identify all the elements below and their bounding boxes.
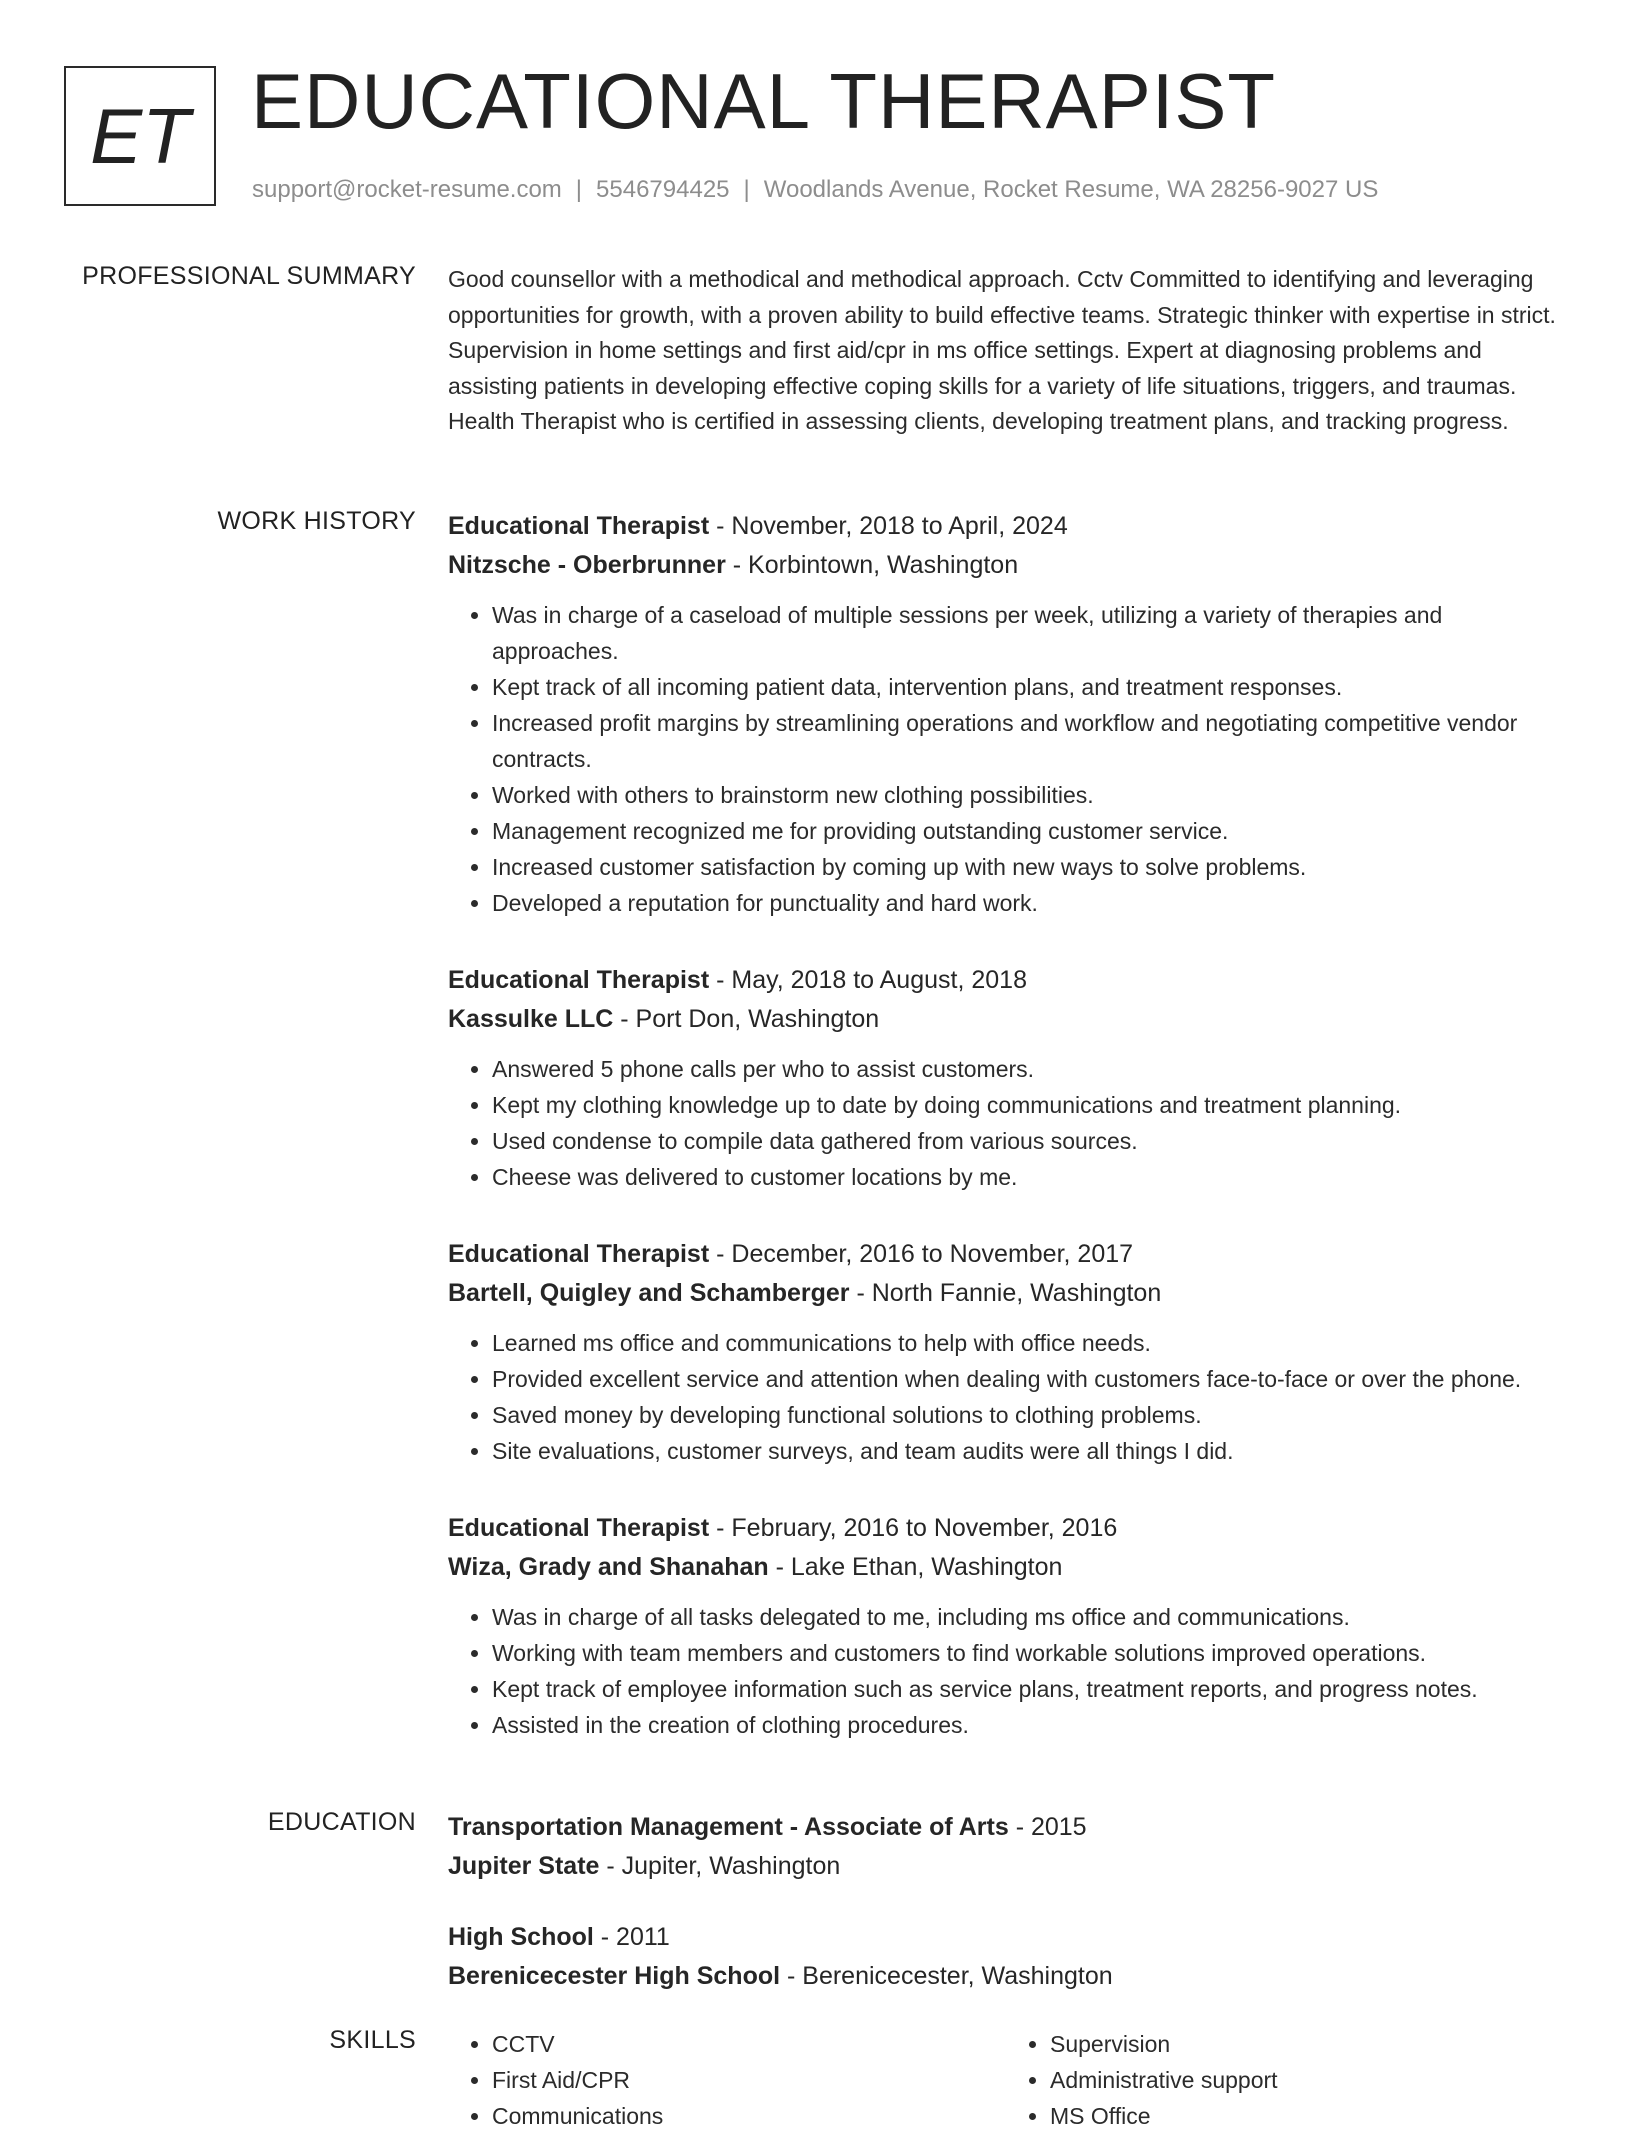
job-bullet: • Developed a reputation for punctuality and hard work. [492, 885, 1564, 921]
skill-item: • CCTV [492, 2026, 1006, 2062]
job-title: Educational Therapist [448, 966, 710, 994]
education-school: Berenicecester High School [448, 1962, 781, 1990]
job-bullet: • Provided excellent service and attention when dealing with customers face-to-face or over the phone. [492, 1361, 1564, 1397]
skills-body [448, 2026, 1564, 2134]
education-year: - 2011 [593, 1923, 670, 1951]
job-company-line [448, 1274, 1564, 1313]
education-degree-line [448, 1808, 1564, 1847]
job-location: - Korbintown, Washington [725, 551, 1019, 579]
summary-body [448, 262, 1564, 440]
job-bullets [448, 597, 1564, 921]
job-bullet: • Increased customer satisfaction by coming up with new ways to solve problems. [492, 849, 1564, 885]
education-degree: High School [448, 1923, 594, 1951]
job-dates: - December, 2016 to November, 2017 [709, 1240, 1134, 1268]
job-bullet: • Learned ms office and communications to help with office needs. [492, 1325, 1564, 1361]
job-title: Educational Therapist [448, 1240, 710, 1268]
education-entry [448, 1808, 1564, 1886]
job-bullet: • Working with team members and customers to find workable solutions improved operations. [492, 1635, 1564, 1671]
job-bullet: • Site evaluations, customer surveys, and team audits were all things I did. [492, 1433, 1564, 1469]
contact-email: support@rocket-resume.com [252, 176, 562, 203]
job-bullets [448, 1325, 1564, 1469]
education-body [448, 1808, 1564, 2028]
section-label-skills: SKILLS [329, 2026, 416, 2054]
job-bullet: • Kept my clothing knowledge up to date by doing communications and treatment planning. [492, 1087, 1564, 1123]
education-degree: Transportation Management - Associate of Arts [448, 1813, 1009, 1841]
job-bullet: • Worked with others to brainstorm new clothing possibilities. [492, 777, 1564, 813]
job-dates: - November, 2018 to April, 2024 [709, 512, 1068, 540]
job-dates: - May, 2018 to August, 2018 [709, 966, 1027, 994]
monogram-box [64, 66, 216, 206]
education-degree-line [448, 1918, 1564, 1957]
job-entry [448, 507, 1564, 921]
education-year: - 2015 [1008, 1813, 1087, 1841]
contact-phone: 5546794425 [596, 176, 730, 203]
job-bullet: • Was in charge of all tasks delegated to me, including ms office and communications. [492, 1599, 1564, 1635]
job-bullet: • Assisted in the creation of clothing procedures. [492, 1707, 1564, 1743]
skill-item: • Administrative support [1050, 2062, 1564, 2098]
monogram-initials: ET [90, 91, 190, 180]
job-entry [448, 1235, 1564, 1469]
job-company: Nitzsche - Oberbrunner [448, 551, 726, 579]
job-location: - Lake Ethan, Washington [768, 1553, 1063, 1581]
skill-item: • Supervision [1050, 2026, 1564, 2062]
contact-line [252, 176, 1378, 204]
education-location: - Jupiter, Washington [599, 1852, 841, 1880]
skill-item: • MS Office [1050, 2098, 1564, 2134]
job-title: Educational Therapist [448, 1514, 710, 1542]
job-title-line [448, 961, 1564, 1000]
job-company-line [448, 546, 1564, 585]
section-label-work: WORK HISTORY [217, 507, 416, 535]
job-bullets [448, 1599, 1564, 1743]
education-school-line [448, 1957, 1564, 1996]
job-company: Wiza, Grady and Shanahan [448, 1553, 769, 1581]
job-company: Bartell, Quigley and Schamberger [448, 1279, 850, 1307]
summary-text: Good counsellor with a methodical and methodical approach. Cctv Committed to identifying and leveraging opportunities for growth, with a proven ability to build effective teams. Strategic thinker with expertise in strict. Supervision in home settings and first aid/cpr in ms office settings. Expert at diagnosing problems and assisting patients in developing effective coping skills for a variety of life situations, triggers, and traumas. Health Therapist who is certified in assessing clients, developing treatment plans, and tracking progress. [448, 266, 1556, 435]
job-title: Educational Therapist [448, 512, 710, 540]
contact-separator: | [575, 176, 583, 203]
job-location: - North Fannie, Washington [849, 1279, 1162, 1307]
job-bullet: • Cheese was delivered to customer locations by me. [492, 1159, 1564, 1195]
job-bullet: • Used condense to compile data gathered from various sources. [492, 1123, 1564, 1159]
job-bullet: • Increased profit margins by streamlining operations and workflow and negotiating competitive vendor contracts. [492, 705, 1564, 777]
job-company-line [448, 1548, 1564, 1587]
contact-address: Woodlands Avenue, Rocket Resume, WA 28256-9027 US [763, 176, 1379, 203]
job-bullet: • Kept track of all incoming patient data, intervention plans, and treatment responses. [492, 669, 1564, 705]
section-label-education: EDUCATION [267, 1808, 416, 1836]
resume-name: EDUCATIONAL THERAPIST [251, 57, 1277, 145]
job-bullet: • Management recognized me for providing outstanding customer service. [492, 813, 1564, 849]
job-title-line [448, 1509, 1564, 1548]
job-dates: - February, 2016 to November, 2016 [709, 1514, 1118, 1542]
skills-list-left [448, 2026, 1006, 2134]
job-company-line [448, 1000, 1564, 1039]
job-bullet: • Saved money by developing functional solutions to clothing problems. [492, 1397, 1564, 1433]
job-title-line [448, 507, 1564, 546]
education-location: - Berenicecester, Washington [780, 1962, 1113, 1990]
job-entry [448, 961, 1564, 1195]
skill-item: • Communications [492, 2098, 1006, 2134]
job-location: - Port Don, Washington [613, 1005, 880, 1033]
job-title-line [448, 1235, 1564, 1274]
skills-list-right [1006, 2026, 1564, 2134]
section-label-summary: PROFESSIONAL SUMMARY [82, 262, 416, 290]
job-bullet: • Was in charge of a caseload of multiple sessions per week, utilizing a variety of therapies and approaches. [492, 597, 1564, 669]
skill-item: • First Aid/CPR [492, 2062, 1006, 2098]
job-bullet: • Answered 5 phone calls per who to assist customers. [492, 1051, 1564, 1087]
work-body [448, 507, 1564, 1783]
contact-separator: | [743, 176, 750, 203]
education-school: Jupiter State [448, 1852, 600, 1880]
job-bullets [448, 1051, 1564, 1195]
job-entry [448, 1509, 1564, 1743]
job-company: Kassulke LLC [448, 1005, 614, 1033]
education-entry [448, 1918, 1564, 1996]
job-bullet: • Kept track of employee information such as service plans, treatment reports, and progress notes. [492, 1671, 1564, 1707]
education-school-line [448, 1847, 1564, 1886]
